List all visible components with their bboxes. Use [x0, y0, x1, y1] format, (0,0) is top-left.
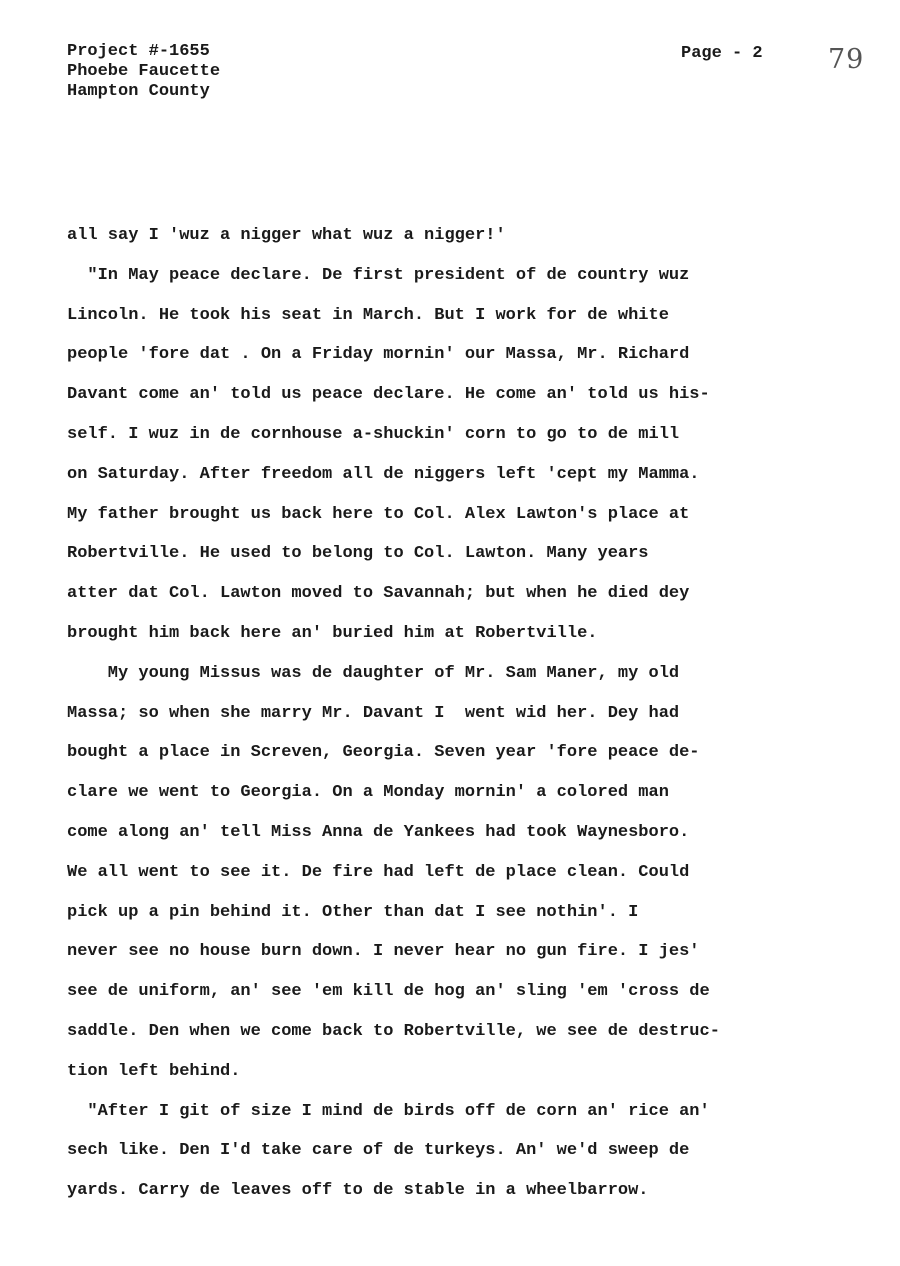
- text-line: We all went to see it. De fire had left de place clean. Could: [67, 862, 690, 882]
- text-line: people 'fore dat . On a Friday mornin' our Massa, Mr. Richard: [67, 345, 690, 365]
- text-line: on Saturday. After freedom all de niggers left 'cept my Mamma.: [67, 464, 700, 484]
- handwritten-folio-number: 79: [828, 44, 865, 75]
- transcript-body: [67, 216, 847, 1211]
- header-block: [67, 42, 220, 102]
- text-line: self. I wuz in de cornhouse a-shuckin' corn to go to de mill: [67, 424, 680, 444]
- text-line: atter dat Col. Lawton moved to Savannah; but when he died dey: [67, 584, 690, 604]
- page-number-label: Page - 2: [681, 44, 763, 63]
- text-line: Robertville. He used to belong to Col. Lawton. Many years: [67, 544, 649, 564]
- text-line: bought a place in Screven, Georgia. Seven year 'fore peace de-: [67, 743, 700, 763]
- text-line: "In May peace declare. De first president of de country wuz: [67, 265, 690, 285]
- text-line: clare we went to Georgia. On a Monday mornin' a colored man: [67, 783, 669, 803]
- text-line: come along an' tell Miss Anna de Yankees had took Waynesboro.: [67, 822, 690, 842]
- text-line: Davant come an' told us peace declare. He come an' told us his-: [67, 385, 710, 405]
- text-line: Massa; so when she marry Mr. Davant I went wid her. Dey had: [67, 703, 680, 723]
- text-line: brought him back here an' buried him at Robertville.: [67, 623, 598, 643]
- county-name: Hampton County: [67, 82, 210, 101]
- project-number: Project #-1655: [67, 42, 210, 61]
- text-line: tion left behind.: [67, 1061, 241, 1081]
- text-line: yards. Carry de leaves off to de stable in a wheelbarrow.: [67, 1181, 649, 1201]
- text-line: never see no house burn down. I never hear no gun fire. I jes': [67, 942, 700, 962]
- text-line: sech like. Den I'd take care of de turkeys. An' we'd sweep de: [67, 1141, 690, 1161]
- text-line: "After I git of size I mind de birds off de corn an' rice an': [67, 1101, 710, 1121]
- text-line: Lincoln. He took his seat in March. But I work for de white: [67, 305, 669, 325]
- text-line: My young Missus was de daughter of Mr. Sam Maner, my old: [67, 663, 680, 683]
- text-line: pick up a pin behind it. Other than dat I see nothin'. I: [67, 902, 639, 922]
- informant-name: Phoebe Faucette: [67, 62, 221, 81]
- text-line: all say I 'wuz a nigger what wuz a nigger!': [67, 226, 506, 245]
- text-line: see de uniform, an' see 'em kill de hog an' sling 'em 'cross de: [67, 982, 710, 1002]
- text-line: saddle. Den when we come back to Robertville, we see de destruc-: [67, 1021, 720, 1041]
- text-line: My father brought us back here to Col. Alex Lawton's place at: [67, 504, 690, 524]
